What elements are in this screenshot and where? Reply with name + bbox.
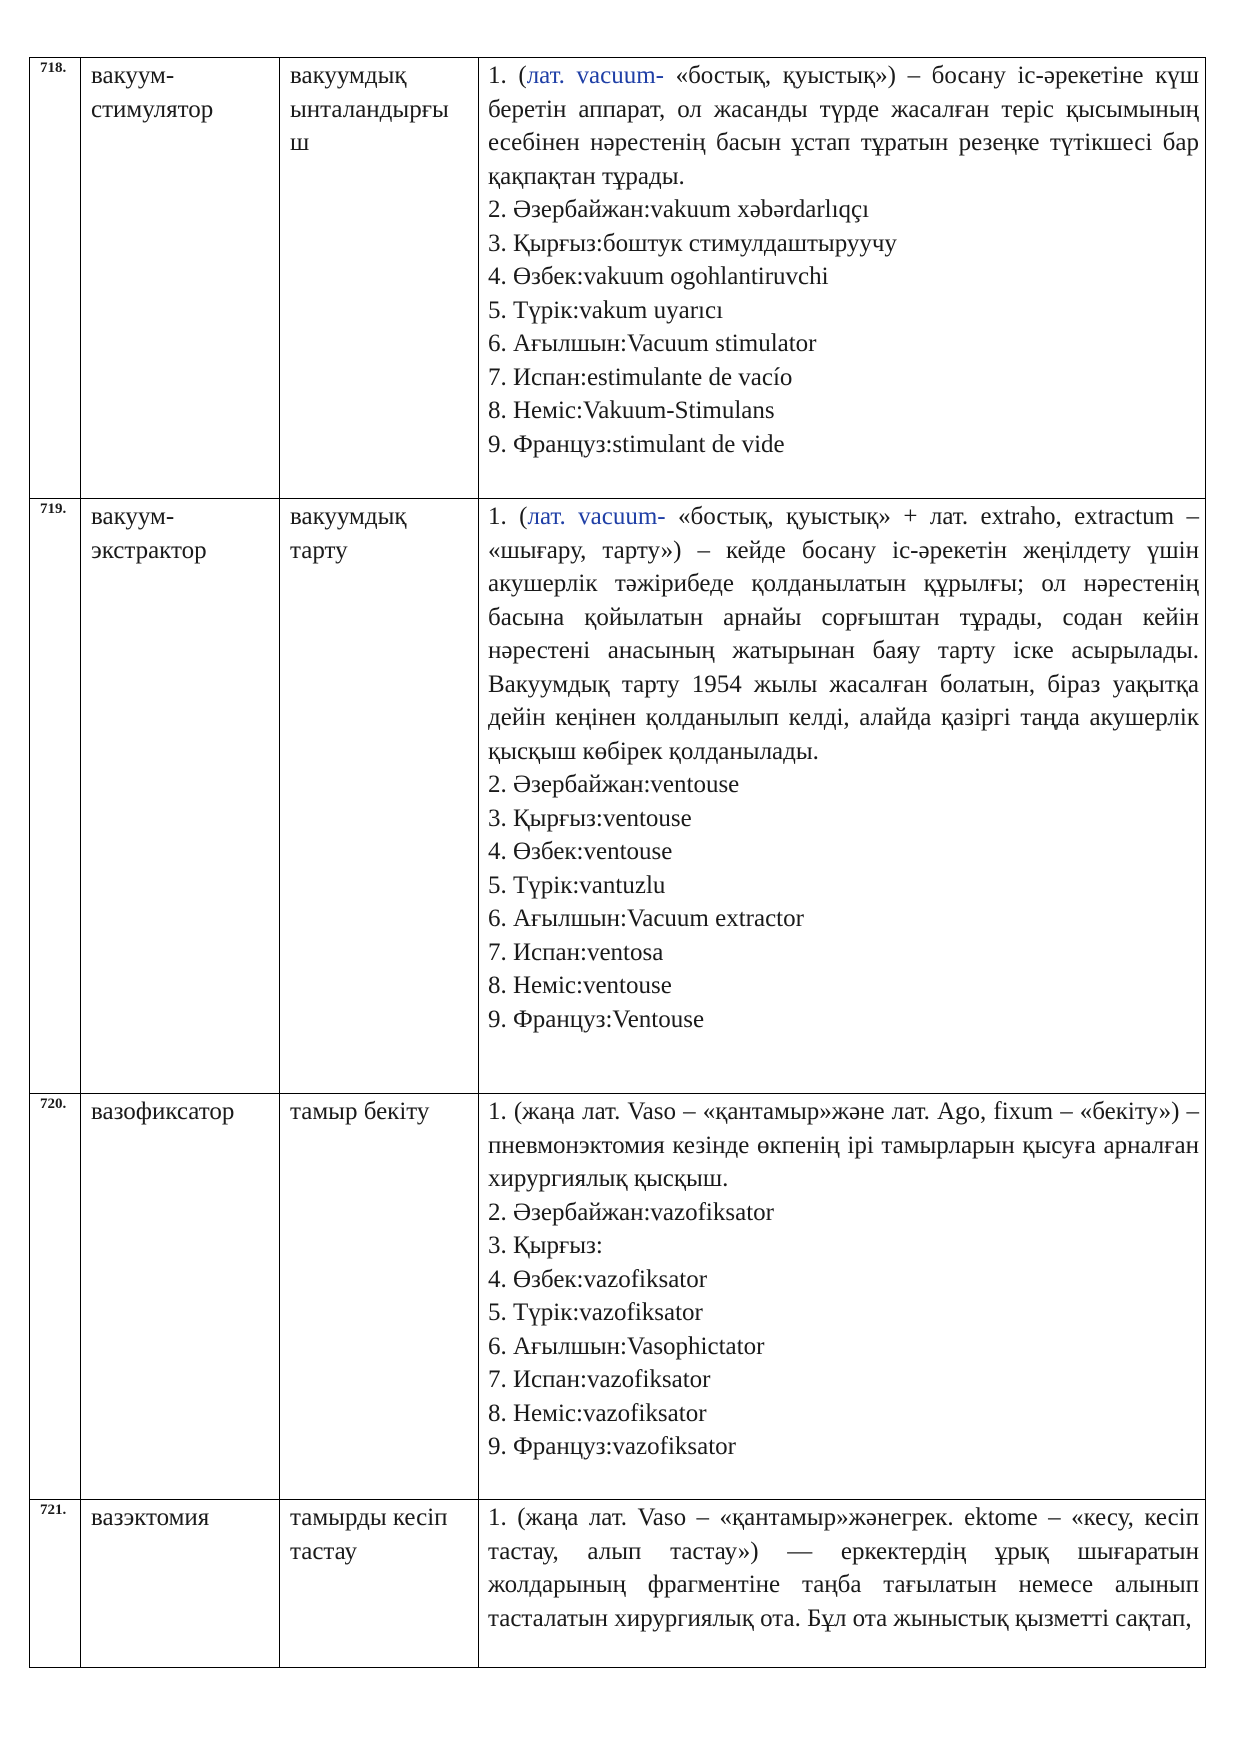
latin-origin: лат. vacuum- [526, 62, 664, 89]
kazakh-term-cell [280, 1094, 479, 1500]
term-line: стимулятор [91, 95, 214, 123]
translation-line: 6. Ағылшын:Vacuum extractor [488, 905, 804, 932]
translation-line: 4. Өзбек:ventouse [488, 838, 673, 865]
entry-number: 721. [30, 1500, 81, 1668]
term-cell [81, 1094, 280, 1500]
entry-number: 718. [30, 58, 81, 499]
table-row [30, 1094, 1206, 1500]
term-line: вакуум- [91, 503, 175, 530]
definition-body: «бостық, қуыстық» + лат. extraho, extractum – «шығару, тарту») – кейде босану іс-әрекетін жеңілдету үшін акушерлік тәжірибеде қолданылатын құрылғы; ол нәрестенің басына қойылатын арнайы сорғыштан тұрады, содан кейін нәрестені анасының жатырынан баяу тарту іске асырылады. Вакуумдық тарту 1954 жылы жасалған болатын, біраз уақытқа дейін кеңінен қолданылып келді, алайда қазіргі таңда акушерлік қысқыш көбірек қолданылады. [488, 503, 1199, 765]
translation-line: 7. Испан:ventosa [488, 938, 664, 966]
latin-origin: лат. vacuum- [527, 503, 666, 530]
translation-line: 2. Әзербайжан:vakuum xəbərdarlıqçı [488, 196, 870, 223]
kazakh-term-cell [280, 58, 479, 499]
term-cell [81, 1500, 280, 1668]
definition-body: «бостық, қуыстық») – босану іс-әрекетіне күш беретін аппарат, ол жасанды түрде жасалған теріс қысымының есебінен нәрестенің басын ұстап тұратын резеңке түтікшесі бар қақпақтан тұрады. [488, 62, 1200, 190]
kazakh-term-line: тамыр бекіту [290, 1098, 430, 1125]
translation-line: 6. Ағылшын:Vasophictator [488, 1332, 765, 1360]
kazakh-term-line: тастау [290, 1537, 357, 1565]
definition-open: 1. ( [488, 503, 528, 530]
translation-line: 5. Түрік:vakum uyarıcı [488, 296, 724, 324]
definition-text: 1. (жаңа лат. Vaso – «қантамыр»және лат. Ago, fixum – «бекіту») – пневмонэктомия кезінде өкпенің ірі тамырларын қысуға арналған хирургиялық қысқыш. [488, 1098, 1199, 1192]
translation-line: 9. Француз:stimulant de vide [488, 430, 785, 458]
translation-line: 8. Неміс:Vakuum-Stimulans [488, 397, 775, 424]
definition-text [488, 59, 1199, 193]
definition-cell [479, 58, 1206, 499]
term-line: экстрактор [91, 536, 207, 564]
translation-line: 9. Француз:Ventouse [488, 1005, 705, 1033]
term-line: вазэктомия [91, 1504, 210, 1531]
table-row [30, 499, 1206, 1094]
translation-line: 3. Қырғыз: [488, 1232, 603, 1259]
kazakh-term-line: ш [290, 129, 310, 156]
table-row [30, 58, 1206, 499]
definition-cell [479, 499, 1206, 1094]
table-row [30, 1500, 1206, 1668]
definition-cell [479, 1094, 1206, 1500]
definition-cell [479, 1500, 1206, 1668]
kazakh-term-line: ынталандырғы [290, 95, 449, 123]
translation-line: 7. Испан:vazofiksator [488, 1366, 711, 1393]
definition-text [488, 500, 1199, 768]
translation-line: 3. Қырғыз:ventouse [488, 804, 692, 832]
definition-text: 1. (жаңа лат. Vaso – «қантамыр»жәнегрек. ektome – «кесу, кесіп тастау, алып тастау») — еркектердің ұрық шығаратын жолдарының фрагментіне таңба тағылатын немесе алынып тасталатын хирургиялық ота. Бұл ота жыныстық қызметті сақтап, [488, 1504, 1199, 1632]
translation-line: 4. Өзбек:vazofiksator [488, 1265, 708, 1293]
translation-line: 3. Қырғыз:боштук стимулдаштыруучу [488, 229, 897, 257]
translation-line: 5. Түрік:vantuzlu [488, 871, 666, 899]
kazakh-term-line: тамырды кесіп [290, 1504, 448, 1531]
term-cell [81, 58, 280, 499]
entry-number: 719. [30, 499, 81, 1094]
translation-line: 2. Әзербайжан:ventouse [488, 771, 740, 798]
kazakh-term-line: вакуумдық [290, 503, 407, 530]
translation-line: 5. Түрік:vazofiksator [488, 1299, 703, 1326]
kazakh-term-cell [280, 499, 479, 1094]
translation-line: 8. Неміс:ventouse [488, 972, 672, 999]
term-line: вакуум- [91, 62, 175, 89]
entry-number: 720. [30, 1094, 81, 1500]
translation-line: 8. Неміс:vazofiksator [488, 1399, 707, 1427]
term-line: вазофиксатор [91, 1098, 235, 1125]
translation-line: 2. Әзербайжан:vazofiksator [488, 1198, 774, 1226]
translation-line: 6. Ағылшын:Vacuum stimulator [488, 330, 817, 357]
translation-line: 4. Өзбек:vakuum ogohlantiruvchi [488, 263, 829, 290]
translation-line: 9. Француз:vazofiksator [488, 1433, 736, 1460]
translation-line: 7. Испан:estimulante de vacío [488, 363, 793, 391]
kazakh-term-cell [280, 1500, 479, 1668]
glossary-table [29, 57, 1206, 1668]
term-cell [81, 499, 280, 1094]
kazakh-term-line: вакуумдық [290, 62, 407, 89]
definition-open: 1. ( [488, 62, 527, 89]
kazakh-term-line: тарту [290, 536, 348, 564]
